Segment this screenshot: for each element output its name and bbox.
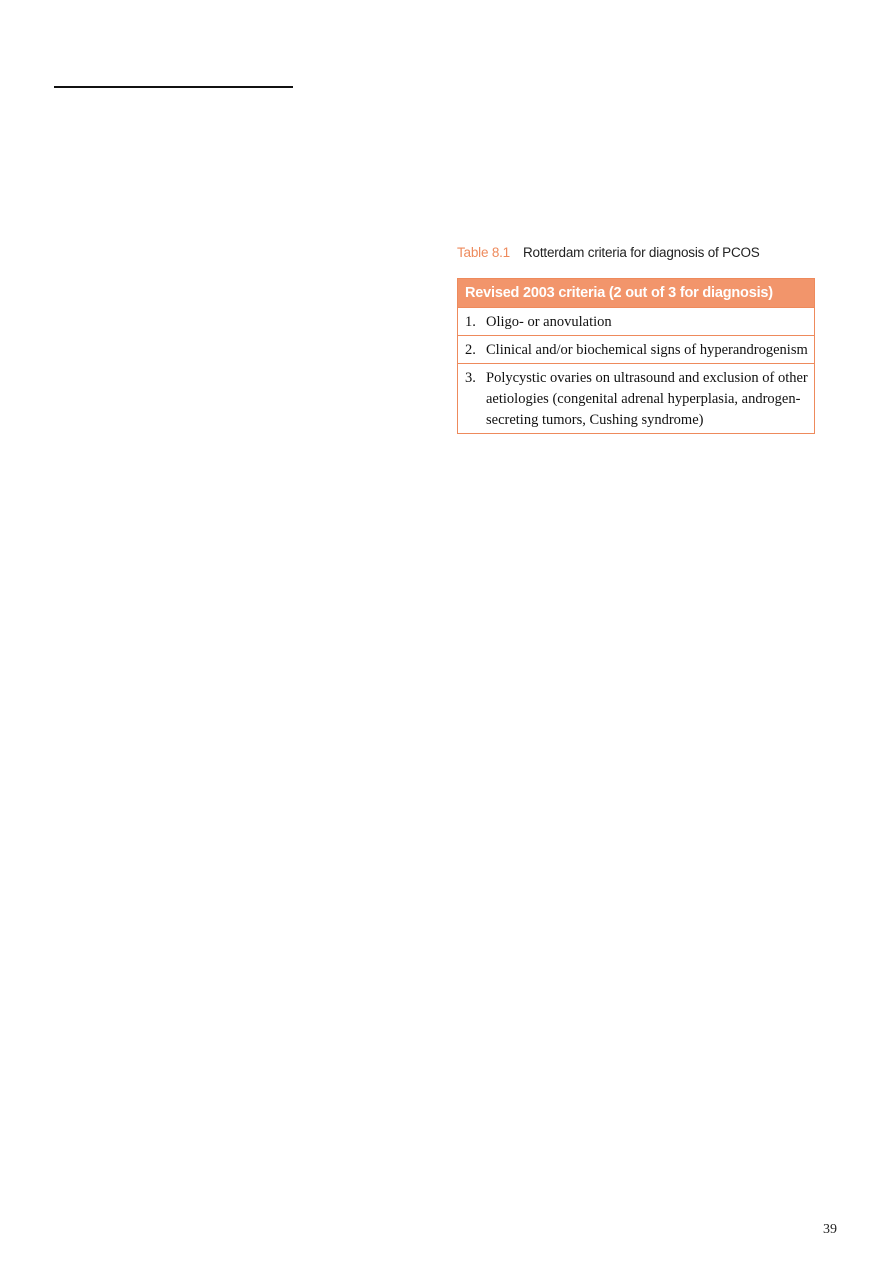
table-row (458, 307, 814, 335)
row-number: 2. (465, 342, 476, 358)
table-header: Revised 2003 criteria (2 out of 3 for diagnosis) (458, 279, 814, 307)
table-caption-text: Rotterdam criteria for diagnosis of PCOS (523, 245, 760, 260)
row-number: 3. (465, 370, 476, 386)
rotterdam-criteria-table (457, 278, 815, 434)
table-caption (457, 245, 760, 260)
row-number: 1. (465, 314, 476, 330)
table-row (458, 335, 814, 363)
table-row (458, 363, 814, 433)
row-text: Oligo- or anovulation (486, 314, 612, 330)
table-label: Table 8.1 (457, 245, 510, 260)
row-text: Polycystic ovaries on ultrasound and exclusion of other aetiologies (congenital adrenal hyperplasia, androgen-secreting tumors, Cushing syndrome) (486, 370, 808, 428)
page-number: 39 (823, 1222, 837, 1237)
header-rule (54, 86, 293, 88)
row-text: Clinical and/or biochemical signs of hyperandrogenism (486, 342, 808, 358)
